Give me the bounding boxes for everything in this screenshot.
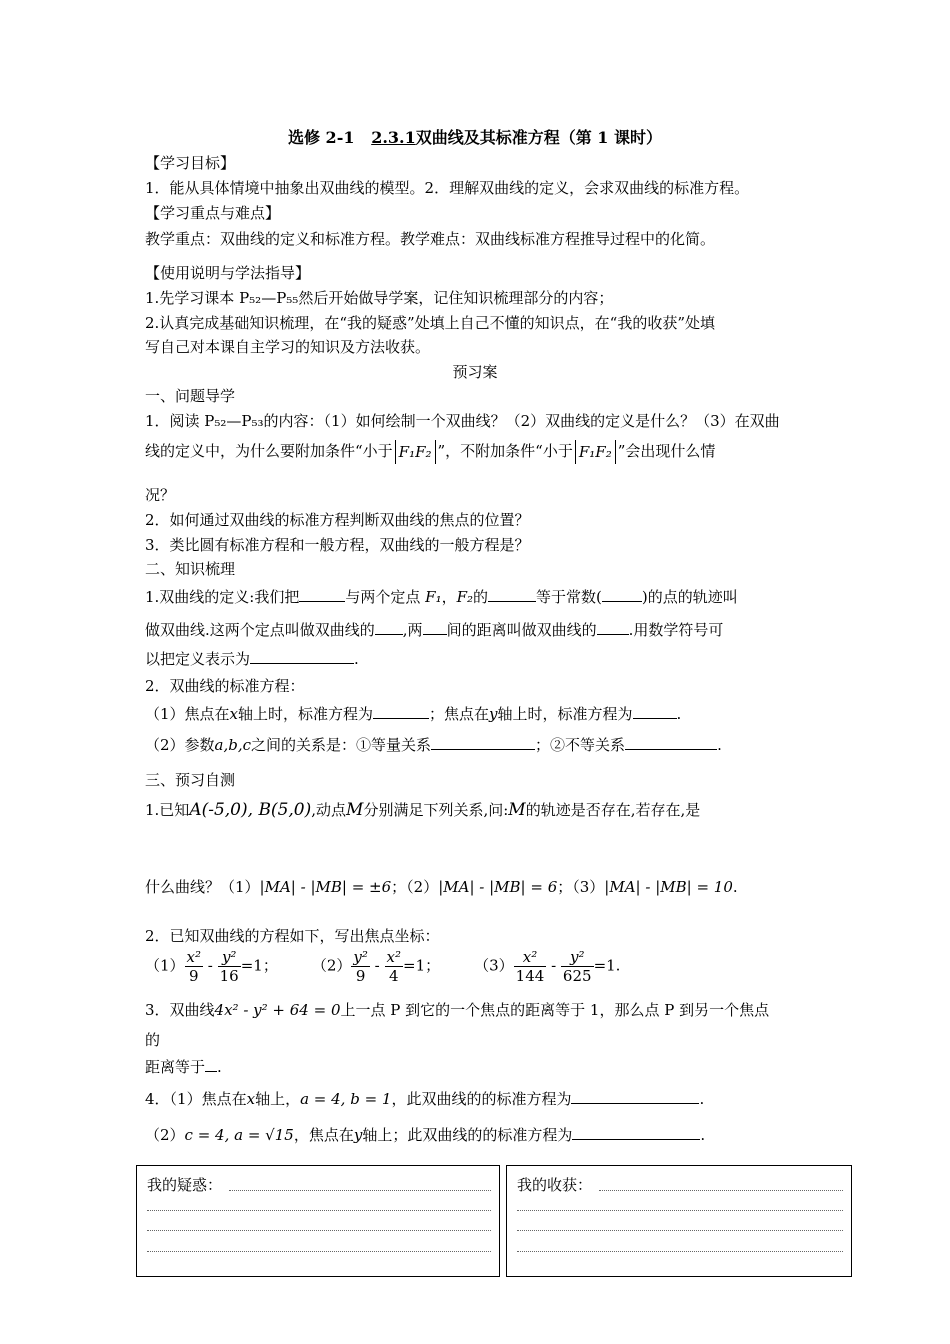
practice-3a: 3．双曲线4x² - y² + 64 = 0上一点 P 到它的一个焦点的距离等于 1，那么点 P 到另一个焦点 [145, 1001, 770, 1019]
preview-heading: 预习案 [452, 363, 498, 381]
guide-line-3: 写自己对本课自主学习的知识及方法收获。 [145, 338, 431, 356]
heading-goals: 【学习目标】 [145, 154, 236, 172]
knowledge-1c: 以把定义表示为 . [145, 650, 359, 668]
knowledge-1b: 做双曲线.这两个定点叫做双曲线的 ,两 间的距离叫做双曲线的 .用数学符号可 [145, 621, 724, 639]
heading-part1: 一、问题导学 [145, 387, 236, 405]
question-1a: 1．阅读 P₅₂—P₅₃的内容：（1）如何绘制一个双曲线？（2）双曲线的定义是什么？（3）在双曲 [145, 412, 780, 430]
doubts-box[interactable] [136, 1165, 500, 1277]
doubts-label: 我的疑惑： [147, 1176, 223, 1194]
gains-box[interactable] [506, 1165, 852, 1277]
gains-label: 我的收获： [517, 1176, 593, 1194]
practice-2-equations [145, 948, 654, 988]
f1f2-abs: F₁F₂ [395, 440, 436, 464]
question-1b: 线的定义中，为什么要附加条件“小于 F₁F₂ ”，不附加条件“小于 F₁F₂ ”会出现什么情 [145, 440, 715, 464]
practice-2: 2．已知双曲线的方程如下，写出焦点坐标： [145, 927, 440, 945]
heading-part2: 二、知识梳理 [145, 560, 236, 578]
fraction-equation: （1） $\frac{\text{x²}}{9}$ - $\frac{\text{y²}}{16}$ =1； [145, 948, 278, 985]
practice-1b: 什么曲线？（1）|MA| - |MB| = ±6；（2）|MA| - |MB| = 6；（3）|MA| - |MB| = 10. [145, 878, 738, 896]
knowledge-2: 2．双曲线的标准方程： [145, 677, 305, 695]
practice-3c: 距离等于 . [145, 1058, 222, 1076]
fraction-equation: （2） $\frac{\text{y²}}{9}$ - $\frac{\text{x²}}{4}$ =1； [311, 948, 441, 985]
practice-4b: （2）c = 4, a = √15，焦点在y轴上；此双曲线的的标准方程为 . [145, 1126, 706, 1144]
question-1c: 况？ [145, 486, 176, 504]
heading-guide: 【使用说明与学法指导】 [145, 264, 311, 282]
f1f2-abs-2: F₁F₂ [575, 440, 616, 464]
focus-text: 教学重点：双曲线的定义和标准方程。教学难点：双曲线标准方程推导过程中的化简。 [145, 230, 716, 248]
knowledge-2a: （1）焦点在x轴上时，标准方程为 ；焦点在y轴上时，标准方程为 . [145, 705, 682, 723]
guide-line-1: 1.先学习课本 P₅₂—P₅₅然后开始做导学案，记住知识梳理部分的内容； [145, 289, 614, 307]
practice-4a: 4．（1）焦点在x轴上，a = 4, b = 1，此双曲线的的标准方程为 . [145, 1090, 705, 1108]
page-title: 选修 2-1 2.3.1双曲线及其标准方程（第 1 课时） [287, 128, 663, 147]
goals-text: 1．能从具体情境中抽象出双曲线的模型。2．理解双曲线的定义，会求双曲线的标准方程。 [145, 179, 750, 197]
question-2: 2．如何通过双曲线的标准方程判断双曲线的焦点的位置？ [145, 511, 530, 529]
practice-3b: 的 [145, 1031, 161, 1049]
guide-line-2: 2.认真完成基础知识梳理，在“我的疑惑”处填上自己不懂的知识点，在“我的收获”处填 [145, 314, 715, 332]
question-3: 3．类比圆有标准方程和一般方程，双曲线的一般方程是？ [145, 536, 530, 554]
heading-focus: 【学习重点与难点】 [145, 204, 281, 222]
knowledge-1a: 1.双曲线的定义:我们把 与两个定点 F₁，F₂的 等于常数( )的点的轨迹叫 [145, 588, 738, 606]
heading-part3: 三、预习自测 [145, 771, 236, 789]
knowledge-2b: （2）参数a,b,c之间的关系是：①等量关系 ；②不等关系 . [145, 736, 722, 754]
practice-1a: 1.已知A(-5,0), B(5,0),动点M分别满足下列关系,问:M的轨迹是否存在,若存在,是 [145, 800, 701, 820]
fraction-equation: （3） $\frac{\text{x²}}{144}$ - $\frac{\text{y²}}{625}$ =1. [474, 948, 621, 985]
